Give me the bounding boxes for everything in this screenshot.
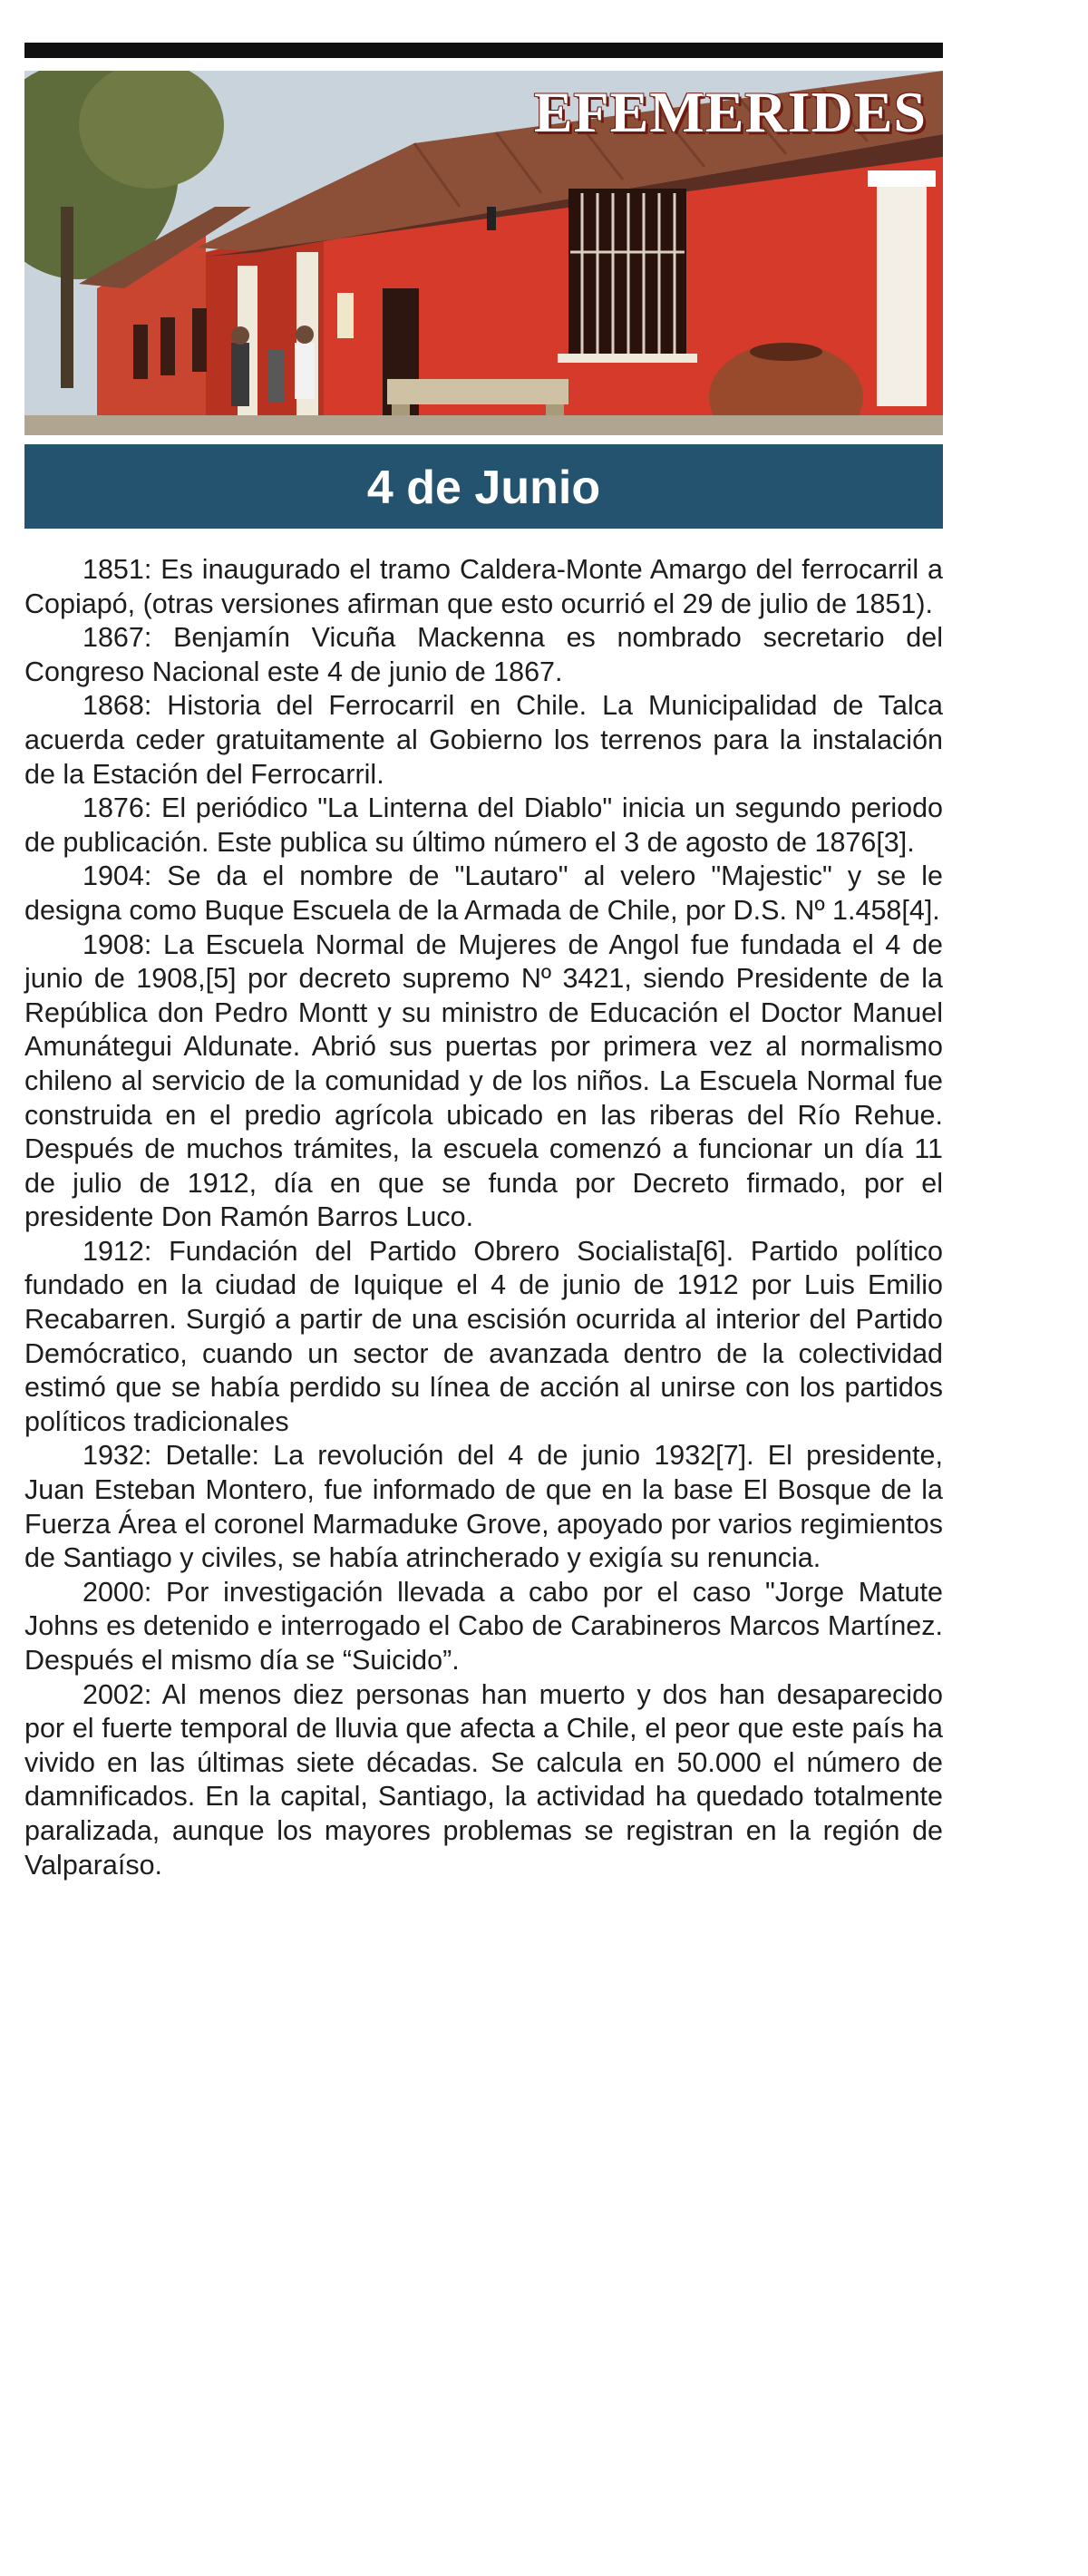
entry-2000: 2000: Por investigación llevada a cabo por el caso "Jorge Matute Johns es detenido e interrogado el Cabo de Carabineros Marcos Martínez. Después el mismo día se “Suicido”. [24, 1576, 943, 1676]
entry-1876: 1876: El periódico "La Linterna del Diablo" inicia un segundo periodo de publicación. Este publica su último número el 3 de agosto de 1876[3]. [24, 792, 943, 858]
entry-1867: 1867: Benjamín Vicuña Mackenna es nombrado secretario del Congreso Nacional este 4 de junio de 1867. [24, 622, 943, 687]
entry-2002: 2002: Al menos diez personas han muerto y dos han desaparecido por el fuerte temporal de lluvia que afecta a Chile, el peor que este país ha vivido en las últimas siete décadas. Se calcula en 50.000 el número de damnificados. En la capital, Santiago, la actividad ha quedado totalmente paralizada, aunque los mayores problemas se registran en la región de Valparaíso. [24, 1678, 943, 1881]
date-banner [24, 444, 943, 529]
entry-1908: 1908: La Escuela Normal de Mujeres de Angol fue fundada el 4 de junio de 1908,[5] por decreto supremo Nº 3421, siendo Presidente de la República don Pedro Montt y su ministro de Educación el Doctor Manuel Amunátegui Aldunate. Abrió sus puertas por primera vez al normalismo chileno al servicio de la comunidad y de los niños. La Escuela Normal fue construida en el predio agrícola ubicado en las riberas del Río Rehue. Después de muchos trámites, la escuela comenzó a funcionar un día 11 de julio de 1912, día en que se funda por Decreto firmado, por el presidente Don Ramón Barros Luco. [24, 928, 943, 1233]
entry-1932: 1932: Detalle: La revolución del 4 de junio 1932[7]. El presidente, Juan Esteban Montero, fue informado de que en la base El Bosque de la Fuerza Área el coronel Marmaduke Grove, apoyado por varios regimientos de Santiago y civiles, se había atrincherado y exigía su renuncia. [24, 1440, 943, 1574]
article-body [24, 553, 943, 1882]
date-title: 4 de Junio [366, 461, 601, 514]
entry-1851: 1851: Es inaugurado el tramo Caldera-Monte Amargo del ferrocarril a Copiapó, (otras versiones afirman que esto ocurrió el 29 de julio de 1851). [24, 554, 943, 619]
entry-1868: 1868: Historia del Ferrocarril en Chile. La Municipalidad de Talca acuerda ceder gratuitamente al Gobierno los terrenos para la instalación de la Estación del Ferrocarril. [24, 690, 943, 790]
top-rule [24, 43, 943, 58]
section-title: EFEMERIDES [533, 80, 927, 144]
entry-1912: 1912: Fundación del Partido Obrero Socialista[6]. Partido político fundado en la ciudad de Iquique el 4 de junio de 1912 por Luis Emilio Recabarren. Surgió a partir de una escisión ocurrida al interior del Partido Demócratico, cuando un sector de avanzada dentro de la colectividad estimó que se había perdido su línea de acción al unirse con los partidos políticos tradicionales [24, 1235, 943, 1437]
entry-1904: 1904: Se da el nombre de "Lautaro" al velero "Majestic" y se le designa como Buque Escuela de la Armada de Chile, por D.S. Nº 1.458[4]. [24, 860, 943, 926]
hero-photo [24, 71, 943, 435]
